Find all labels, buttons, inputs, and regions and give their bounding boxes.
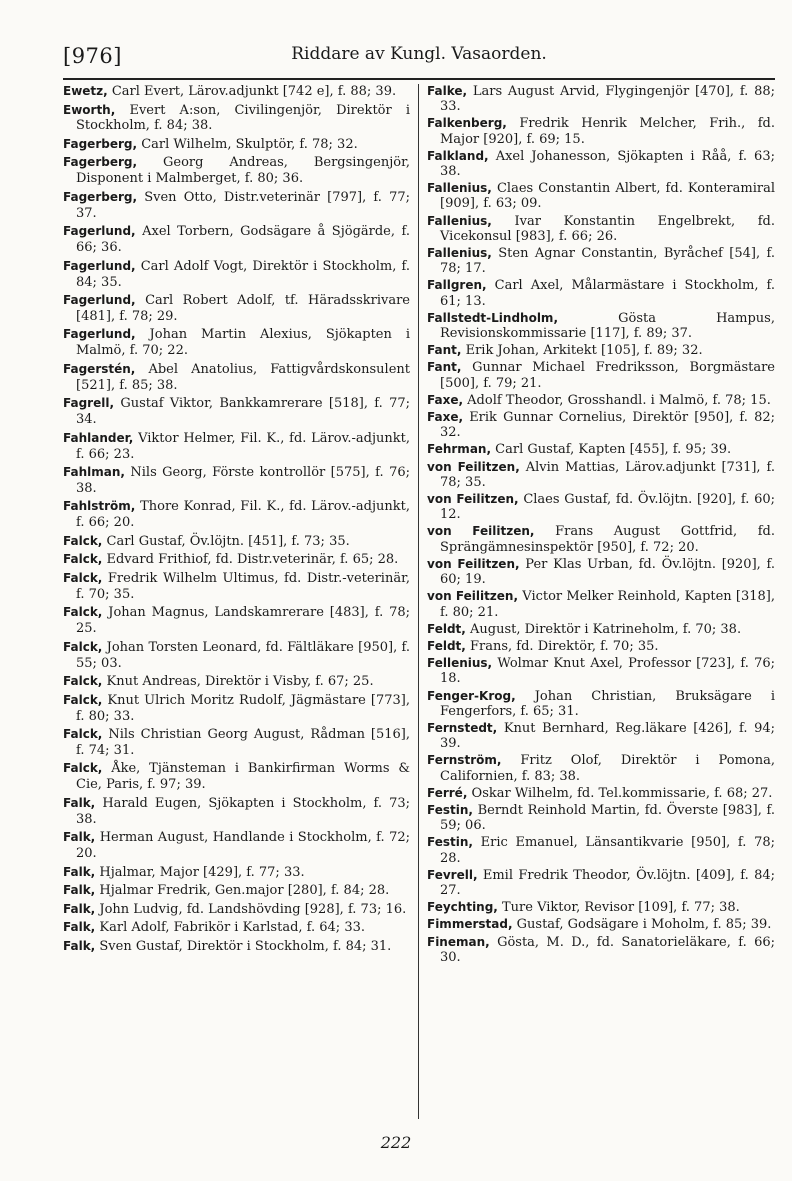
list-item [63,362,410,394]
list-item [427,656,775,686]
entry-surname: Fallenius, [427,181,492,196]
entry-details: Gunnar Michael Fredriksson, Borgmästare [500], f. 79; 21. [440,360,775,391]
entry-details: Alvin Mattias, Lärov.adjunkt [731], f. 78; 35. [440,459,775,490]
entry-details: Hjalmar, Major [429], f. 77; 33. [99,864,305,880]
list-item [427,935,775,965]
list-item [427,492,775,522]
list-item [63,939,410,955]
list-item [63,396,410,428]
entry-details: Fredrik Wilhelm Ultimus, fd. Distr.-veterinär, f. 70; 35. [76,570,410,602]
entry-surname: Fagerberg, [63,136,138,151]
entry-details: Axel Johanesson, Sjökapten i Råå, f. 63; 38. [440,148,775,180]
entry-surname: Fernström, [427,753,502,768]
list-item [427,181,775,211]
list-item [63,830,410,862]
list-item [427,84,775,114]
list-item [63,155,410,187]
entry-details: Edvard Frithiof, fd. Distr.veterinär, f. 65; 28. [106,552,399,568]
right-column [419,84,775,1119]
list-item [427,343,775,358]
entry-details: Fredrik Henrik Melcher, Frih., fd. Major [920], f. 69; 15. [440,116,775,147]
entry-surname: von Feilitzen, [427,589,519,604]
entry-surname: von Feilitzen, [427,459,520,474]
entry-details: Gösta Hampus, Revisionskommissarie [117], f. 89; 37. [440,310,775,342]
entry-surname: Feldt, [427,638,466,653]
list-item [63,605,410,637]
entry-details: Georg Andreas, Bergsingenjör, Disponent i Malmberget, f. 80; 36. [76,155,410,187]
entry-surname: von Feilitzen, [427,524,535,539]
entry-details: Nils Christian Georg August, Rådman [516], f. 74; 31. [76,727,410,758]
list-item [63,293,410,325]
entry-details: Erik Gunnar Cornelius, Direktör [950], f. 82; 32. [440,410,775,441]
entry-surname: von Feilitzen, [427,556,520,571]
entry-surname: Falk, [63,938,96,953]
entry-details: Carl Wilhelm, Skulptör, f. 78; 32. [141,136,358,152]
entry-surname: Falck, [63,570,103,585]
entry-details: Carl Gustaf, Öv.löjtn. [451], f. 73; 35. [106,533,350,549]
list-item [427,246,775,276]
list-item [427,149,775,179]
list-item [427,721,775,751]
list-item [63,571,410,603]
list-item [63,499,410,531]
entry-details: Knut Andreas, Direktör i Visby, f. 67; 25. [106,674,374,690]
entry-surname: Fahlander, [63,430,134,445]
entry-details: Frans August Gottfrid, fd. Sprängämnesinspektör [950], f. 72; 20. [440,524,775,555]
list-item [63,902,410,918]
entry-details: Knut Bernhard, Reg.läkare [426], f. 94; 39. [440,720,775,752]
list-item [427,689,775,719]
entry-details: Lars August Arvid, Flygingenjör [470], f. 88; 33. [440,84,775,115]
entry-surname: Falck, [63,639,103,654]
page-header [63,38,775,80]
entry-surname: Falk, [63,864,96,879]
entry-surname: Ewetz, [63,84,108,98]
list-item [63,883,410,899]
entry-details: Knut Ulrich Moritz Rudolf, Jägmästare [773], f. 80; 33. [76,692,410,724]
list-item [427,868,775,898]
entry-surname: Festin, [427,802,473,817]
entry-details: Herman August, Handlande i Stockholm, f. 72; 20. [76,830,410,862]
list-item [427,278,775,308]
entry-details: Carl Gustaf, Kapten [455], f. 95; 39. [495,442,732,458]
entry-surname: Fagerberg, [63,189,138,204]
list-item [63,552,410,568]
entry-surname: Fagerberg, [63,155,138,170]
entry-surname: Fineman, [427,934,490,949]
entry-details: Johan Magnus, Landskamrerare [483], f. 78; 25. [76,605,410,637]
entry-surname: Falk, [63,830,96,845]
list-item [63,796,410,828]
entry-details: Sven Gustaf, Direktör i Stockholm, f. 84; 31. [99,938,392,954]
entry-details: Frans, fd. Direktör, f. 70; 35. [470,638,659,654]
entry-surname: Falk, [63,883,96,898]
entry-surname: Fant, [427,360,462,375]
entry-surname: Fagerlund, [63,293,136,308]
list-item [63,920,410,936]
list-item [427,753,775,783]
entry-surname: Falk, [63,920,96,935]
entry-surname: Ferré, [427,785,468,800]
entry-surname: Falck, [63,552,103,567]
list-item [427,786,775,801]
entry-details: Hjalmar Fredrik, Gen.major [280], f. 84; 28. [99,883,390,899]
list-item [63,190,410,222]
entry-surname: Fevrell, [427,867,478,882]
entry-details: Ture Viktor, Revisor [109], f. 77; 38. [502,900,740,916]
entry-surname: Fehrman, [427,442,492,457]
page-number-bracketed: [976] [63,44,122,68]
entry-surname: Fant, [427,343,462,358]
list-item [427,524,775,554]
entry-details: Claes Gustaf, fd. Öv.löjtn. [920], f. 60; 12. [440,492,775,523]
entry-surname: Falkenberg, [427,116,507,131]
entry-surname: Faxe, [427,410,464,425]
list-item [63,259,410,291]
entry-details: Carl Robert Adolf, tf. Häradsskrivare [481], f. 78; 29. [76,293,410,324]
entry-details: Gösta, M. D., fd. Sanatorieläkare, f. 66; 30. [440,934,775,965]
entry-surname: Fagerlund, [63,327,136,342]
entry-details: Berndt Reinhold Martin, fd. Överste [983], f. 59; 06. [440,802,775,834]
list-item [63,103,410,135]
entry-surname: Feldt, [427,621,466,636]
entry-surname: Fallenius, [427,213,492,228]
list-item [63,137,410,153]
list-item [63,224,410,256]
list-item [427,214,775,244]
list-item [427,917,775,932]
left-column [63,84,419,1119]
list-item [427,835,775,865]
list-item [427,900,775,915]
entry-surname: Falkland, [427,148,489,163]
entry-surname: von Feilitzen, [427,492,519,507]
entry-details: Ivar Konstantin Engelbrekt, fd. Vicekonsul [983], f. 66; 26. [440,213,775,244]
list-item [427,360,775,390]
entry-surname: Falke, [427,84,468,98]
entry-surname: Festin, [427,835,473,850]
list-item [427,639,775,654]
entry-details: Fritz Olof, Direktör i Pomona, Californien, f. 83; 38. [440,753,775,784]
entry-details: Per Klas Urban, fd. Öv.löjtn. [920], f. 60; 19. [440,556,775,588]
entry-details: Sven Otto, Distr.veterinär [797], f. 77; 37. [76,189,410,221]
list-item [63,727,410,759]
entry-details: Carl Axel, Målarmästare i Stockholm, f. 61; 13. [440,278,775,309]
list-item [63,674,410,690]
entry-details: Gustaf Viktor, Bankkamrerare [518], f. 77; 34. [76,396,410,428]
entry-surname: Eworth, [63,102,116,117]
list-item [427,410,775,440]
list-item [63,465,410,497]
entry-details: Evert A:son, Civilingenjör, Direktör i Stockholm, f. 84; 38. [76,102,411,134]
list-item [427,460,775,490]
entry-details: Sten Agnar Constantin, Byråchef [54], f. 78; 17. [440,246,775,277]
list-item [427,311,775,341]
entry-details: Victor Melker Reinhold, Kapten [318], f. 80; 21. [440,589,775,620]
entry-surname: Falck, [63,674,103,689]
two-column-body [63,84,775,1119]
entry-surname: Falk, [63,795,96,810]
entry-details: Johan Torsten Leonard, fd. Fältläkare [950], f. 55; 03. [76,639,410,671]
entry-surname: Fenger-Krog, [427,688,516,703]
entry-surname: Fahlström, [63,499,136,514]
entry-surname: Falk, [63,901,96,916]
list-item [63,640,410,672]
entry-surname: Fallenius, [427,246,492,261]
entry-surname: Fahlman, [63,465,125,480]
entry-details: Erik Johan, Arkitekt [105], f. 89; 32. [465,343,703,359]
entry-details: Thore Konrad, Fil. K., fd. Lärov.-adjunkt, f. 66; 20. [76,499,410,531]
entry-surname: Faxe, [427,392,464,407]
entry-surname: Falck, [63,605,103,620]
list-item [63,761,410,793]
list-item [427,116,775,146]
entry-details: Harald Eugen, Sjökapten i Stockholm, f. 73; 38. [76,795,411,827]
list-item [63,84,410,100]
entry-details: Åke, Tjänsteman i Bankirfirman Worms & Cie, Paris, f. 97; 39. [76,761,410,793]
entry-surname: Falck, [63,727,103,741]
list-item [63,865,410,881]
entry-details: Wolmar Knut Axel, Professor [723], f. 76; 18. [440,656,775,687]
list-item [63,431,410,463]
entry-details: Karl Adolf, Fabrikör i Karlstad, f. 64; 33. [99,920,365,936]
entry-surname: Fellenius, [427,656,493,671]
entry-details: August, Direktör i Katrineholm, f. 70; 38. [470,621,742,637]
entry-surname: Fallgren, [427,278,487,293]
entry-surname: Fernstedt, [427,720,498,735]
list-item [427,393,775,408]
entry-surname: Falck, [63,692,103,707]
list-item [63,534,410,550]
entry-details: Abel Anatolius, Fattigvårdskonsulent [521], f. 85; 38. [76,361,410,393]
list-item [63,327,410,359]
entry-details: Claes Constantin Albert, fd. Konteramiral [909], f. 63; 09. [440,181,775,212]
entry-details: Johan Christian, Bruksägare i Fengerfors, f. 65; 31. [440,688,775,719]
entry-surname: Fagerstén, [63,361,136,376]
list-item [427,589,775,619]
list-item [427,557,775,587]
entry-details: Gustaf, Godsägare i Moholm, f. 85; 39. [516,917,772,933]
entry-details: Johan Martin Alexius, Sjökapten i Malmö, f. 70; 22. [76,327,410,359]
list-item [427,442,775,457]
entry-details: Emil Fredrik Theodor, Öv.löjtn. [409], f. 84; 27. [440,867,775,898]
entry-details: Axel Torbern, Godsägare å Sjögärde, f. 66; 36. [76,224,410,256]
entry-details: Carl Adolf Vogt, Direktör i Stockholm, f. 84; 35. [76,258,410,290]
entry-surname: Fagerlund, [63,258,136,273]
entry-surname: Fagerlund, [63,224,136,239]
footer-page-number: 222 [380,1133,412,1152]
entry-surname: Falck, [63,533,103,548]
entry-surname: Fagrell, [63,396,115,411]
running-title: Riddare av Kungl. Vasaorden. [291,44,547,64]
entry-details: Viktor Helmer, Fil. K., fd. Lärov.-adjunkt, f. 66; 23. [76,430,410,462]
entry-surname: Falck, [63,761,103,776]
entry-details: Eric Emanuel, Länsantikvarie [950], f. 78; 28. [440,835,775,866]
entry-details: Adolf Theodor, Grosshandl. i Malmö, f. 78; 15. [467,392,771,408]
entry-surname: Fimmerstad, [427,917,513,932]
entry-surname: Feychting, [427,900,498,915]
list-item [427,803,775,833]
entry-details: John Ludvig, fd. Landshövding [928], f. 73; 16. [99,901,407,917]
entry-surname: Fallstedt-Lindholm, [427,310,558,325]
entry-details: Oskar Wilhelm, fd. Tel.kommissarie, f. 68; 27. [471,785,773,801]
list-item [63,693,410,725]
list-item [427,622,775,637]
entry-details: Carl Evert, Lärov.adjunkt [742 e], f. 88; 39. [111,84,397,99]
entry-details: Nils Georg, Förste kontrollör [575], f. 76; 38. [76,465,411,496]
